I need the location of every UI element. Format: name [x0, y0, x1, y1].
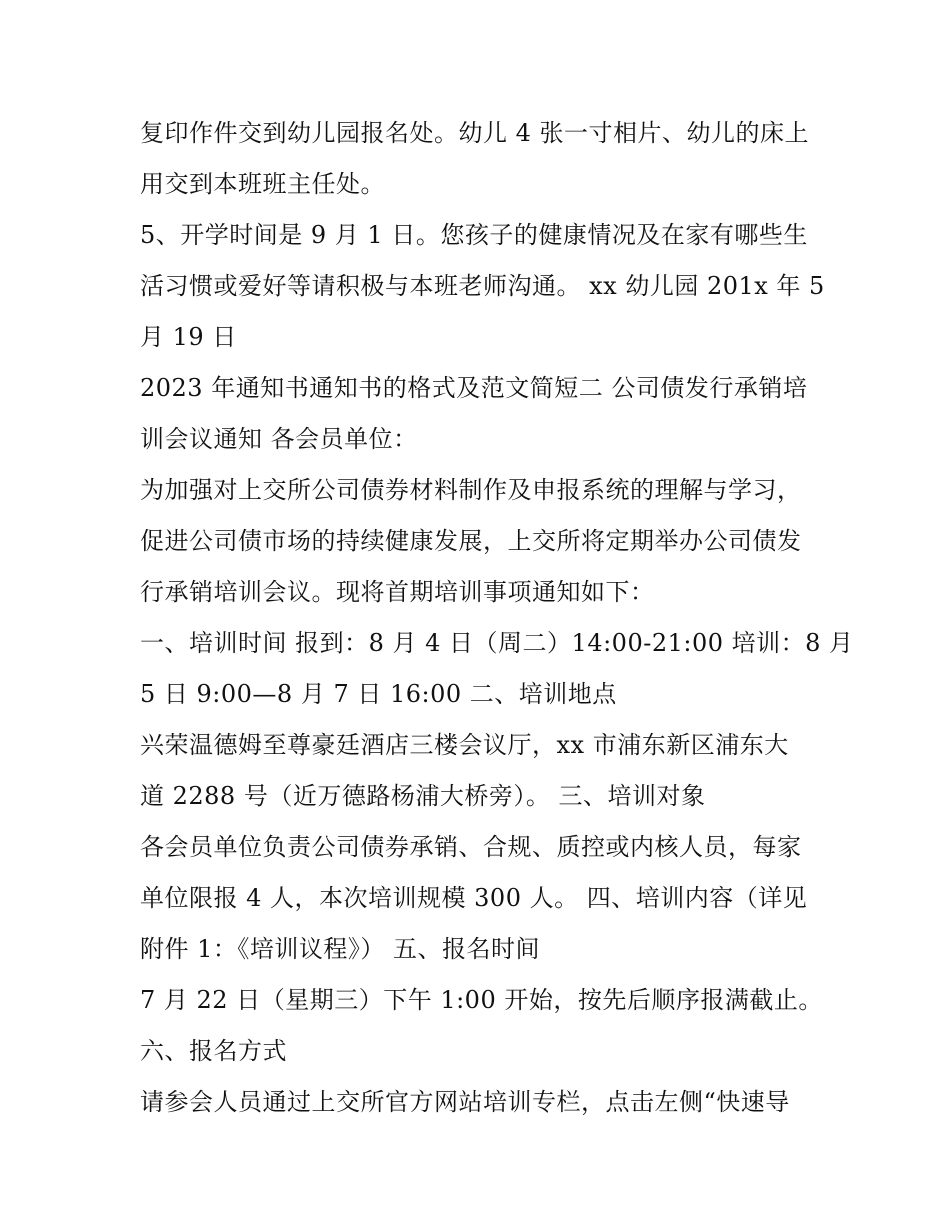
text-line: 复印作件交到幼儿园报名处。幼儿 4 张一寸相片、幼儿的床上	[140, 119, 810, 147]
text-line: 用交到本班班主任处。	[140, 170, 385, 198]
text-line: 附件 1：《培训议程》） 五、报名时间	[140, 935, 541, 963]
text-line: 行承销培训会议。现将首期培训事项通知如下：	[140, 578, 655, 606]
text-line: 训会议通知 各会员单位：	[140, 425, 418, 453]
text-line: 一、培训时间 报到：8 月 4 日（周二）14:00-21:00 培训：8 月	[140, 629, 854, 657]
text-line: 单位限报 4 人，本次培训规模 300 人。 四、培训内容（详见	[140, 884, 808, 912]
text-line: 六、报名方式	[140, 1037, 287, 1065]
text-line: 请参会人员通过上交所官方网站培训专栏，点击左侧“快速导	[140, 1088, 790, 1116]
text-line: 5、开学时间是 9 月 1 日。您孩子的健康情况及在家有哪些生	[140, 221, 808, 249]
text-line: 5 日 9:00—8 月 7 日 16:00 二、培训地点	[140, 680, 617, 708]
text-line: 各会员单位负责公司债券承销、合规、质控或内核人员，每家	[140, 833, 802, 861]
text-line: 为加强对上交所公司债券材料制作及申报系统的理解与学习，	[140, 476, 802, 504]
text-line: 促进公司债市场的持续健康发展，上交所将定期举办公司债发	[140, 527, 802, 555]
text-line: 7 月 22 日（星期三）下午 1:00 开始，按先后顺序报满截止。	[140, 986, 823, 1014]
text-line: 兴荣温德姆至尊豪廷酒店三楼会议厅，xx 市浦东新区浦东大	[140, 731, 789, 759]
text-line: 活习惯或爱好等请积极与本班老师沟通。 xx 幼儿园 201x 年 5	[140, 272, 825, 300]
text-line: 月 19 日	[140, 323, 237, 351]
document-body	[140, 108, 854, 1128]
text-line: 2023 年通知书通知书的格式及范文简短二 公司债发行承销培	[140, 374, 808, 402]
text-line: 道 2288 号（近万德路杨浦大桥旁）。 三、培训对象	[140, 782, 706, 810]
